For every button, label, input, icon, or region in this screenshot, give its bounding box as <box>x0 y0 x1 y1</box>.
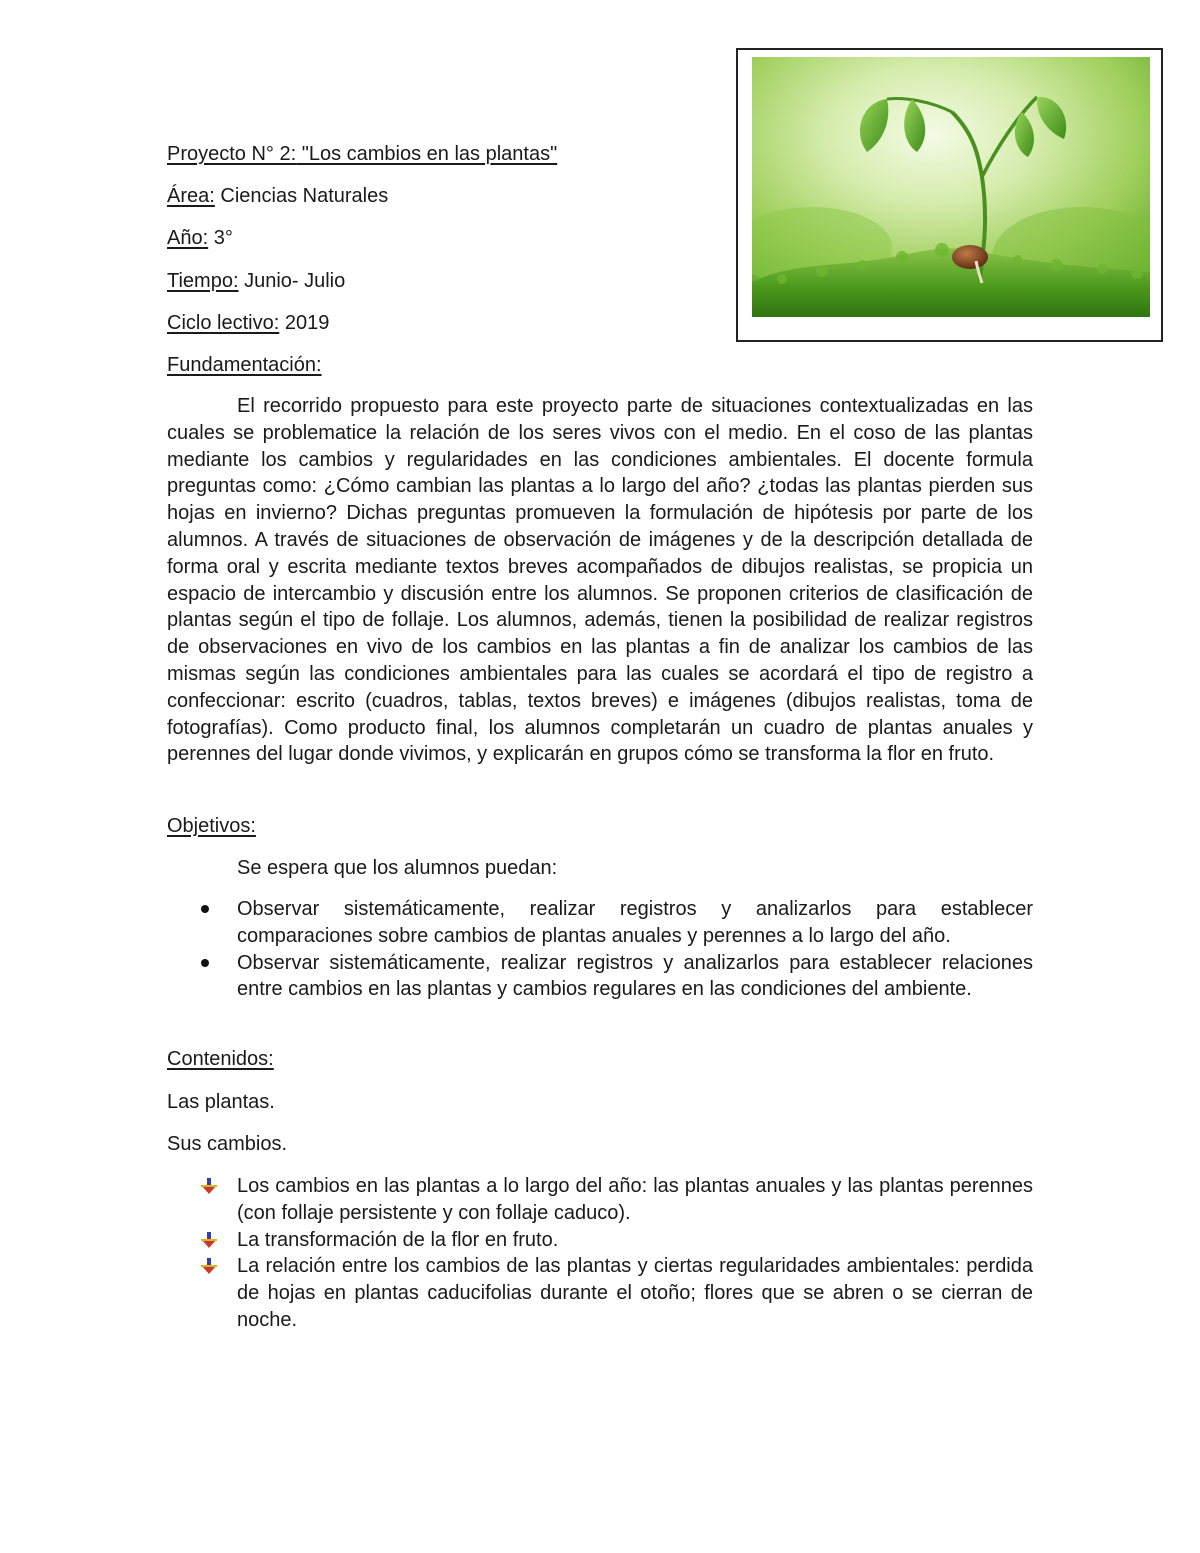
objetivo-text: Observar sistemáticamente, realizar registros y analizarlos para establecer comparaciones sobre cambios de plantas anuales y perennes a lo largo del año. <box>237 898 1033 947</box>
contenidos-line1: Las plantas. <box>167 1091 275 1113</box>
contenidos-list <box>167 1173 1033 1334</box>
list-item <box>167 950 1033 1004</box>
cycle-value: 2019 <box>279 312 330 334</box>
list-item <box>167 1227 1033 1254</box>
list-item <box>167 1253 1033 1333</box>
objetivos-intro: Se espera que los alumnos puedan: <box>237 857 558 879</box>
area-line <box>167 183 388 209</box>
year-line <box>167 225 233 251</box>
project-label: Proyecto N° 2: <box>167 143 297 165</box>
time-label: Tiempo: <box>167 270 239 292</box>
arrow-down-icon <box>199 1176 219 1196</box>
bullet-icon <box>201 905 209 913</box>
objetivo-text: Observar sistemáticamente, realizar registros y analizarlos para establecer relaciones entre cambios en las plantas y cambios regulares en las condiciones del ambiente. <box>237 951 1033 1001</box>
area-value: Ciencias Naturales <box>214 185 389 207</box>
arrow-down-icon <box>199 1256 219 1276</box>
contenidos-line2: Sus cambios. <box>167 1133 288 1155</box>
contenido-text: La relación entre los cambios de las plantas y ciertas regularidades ambientales: perdida de hojas en plantas caducifolias durante el otoño; flores que se abren o se cierran de noche. <box>237 1255 1033 1331</box>
fundamentacion-body: El recorrido propuesto para este proyecto parte de situaciones contextualizadas en las cuales se problematice la relación de los seres vivos con el medio. En el coso de las plantas mediante los cambios y regularidades en las condiciones ambientales. El docente formula preguntas como: ¿Cómo cambian las plantas a lo largo del año? ¿todas las plantas pierden sus hojas en invierno? Dichas preguntas promueven la formulación de hipótesis por parte de los alumnos. A través de situaciones de observación de imágenes y de la descripción detallada de forma oral y escrita mediante textos breves acompañados de dibujos realistas, se propicia un espacio de intercambio y discusión entre los alumnos. Se proponen criterios de clasificación de plantas según el tipo de follaje. Los alumnos, además, tienen la posibilidad de realizar registros de observaciones en vivo de los cambios en las plantas a fin de analizar los cambios de las mismas según las condiciones ambientales para las cuales se acordará el tipo de registro a confeccionar: escrito (cuadros, tablas, textos breves) e imágenes (dibujos realistas, toma de fotografías). Como producto final, los alumnos completarán un cuadro de plantas anuales y perennes del lugar donde vivimos, y explicarán en grupos cómo se transforma la flor en fruto. <box>167 395 1033 766</box>
contenidos-heading: Contenidos: <box>167 1048 274 1070</box>
year-value: 3° <box>208 227 233 249</box>
seedling-photo-icon <box>752 57 1150 317</box>
cycle-line <box>167 310 329 336</box>
list-item <box>167 1173 1033 1227</box>
bullet-icon <box>201 959 209 967</box>
cycle-label: Ciclo lectivo: <box>167 312 280 334</box>
area-label: Área: <box>167 185 215 207</box>
photo-frame <box>736 48 1163 342</box>
contenido-text: La transformación de la flor en fruto. <box>237 1228 559 1251</box>
project-title: "Los cambios en las plantas" <box>296 143 558 165</box>
time-value: Junio- Julio <box>238 270 346 292</box>
arrow-down-icon <box>199 1230 219 1250</box>
contenido-text: Los cambios en las plantas a lo largo del año: las plantas anuales y las plantas perennes (con follaje persistente y con follaje caduco). <box>237 1175 1033 1224</box>
objetivos-heading: Objetivos: <box>167 815 256 837</box>
list-item <box>167 896 1033 950</box>
project-line <box>167 141 557 167</box>
year-label: Año: <box>167 227 209 249</box>
objetivos-list <box>167 896 1033 1003</box>
time-line <box>167 268 345 294</box>
fundamentacion-heading: Fundamentación: <box>167 354 322 376</box>
